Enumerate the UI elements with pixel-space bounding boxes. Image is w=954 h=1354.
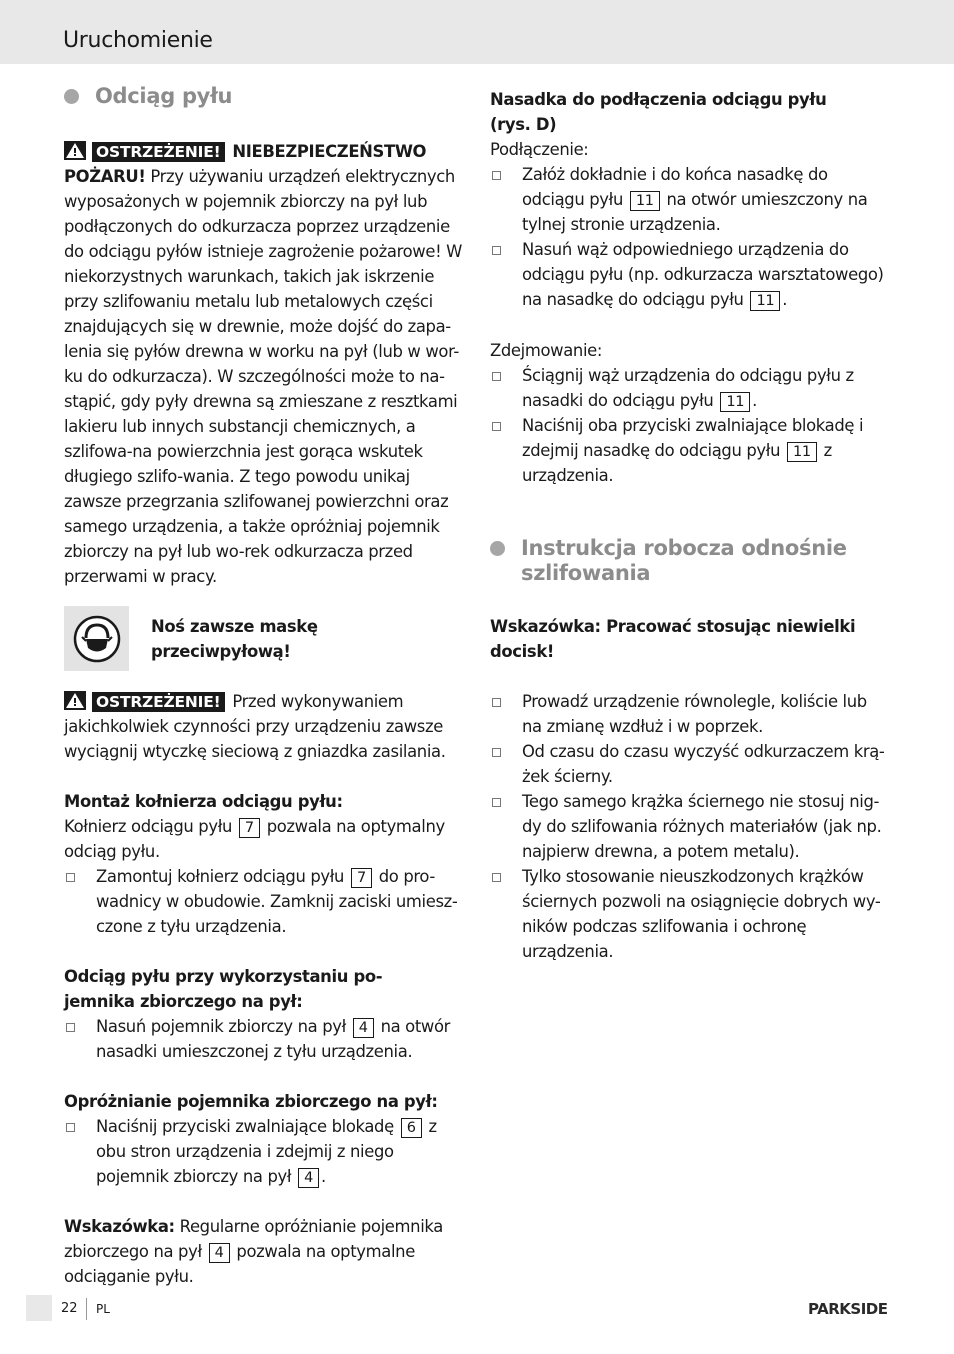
list-item: [64, 864, 464, 939]
step-text: Nasuń pojemnik zbiorczy na pył: [96, 1017, 346, 1036]
section-bullet-icon: [490, 541, 505, 556]
note-text: Regularne opróżnianie pojemnika zbiorczego na pył: [64, 1217, 443, 1261]
collar-intro: [64, 814, 464, 864]
note: [64, 1214, 464, 1289]
mask-notice: [64, 606, 464, 671]
step-text-b: na otwór nasadki umieszczonej z tyłu urządzenia.: [96, 1017, 451, 1061]
step-text: Ściągnij wąż urządzenia do odciągu pyłu z nasadki do odciągu pyłu: [522, 366, 854, 410]
step-text: Naciśnij oba przyciski zwalniające blokadę i zdejmij nasadkę do odciągu pyłu: [522, 416, 864, 460]
part-ref: 4: [353, 1018, 374, 1038]
section-heading-dust-extraction: [64, 84, 464, 109]
sanding-steps: [490, 689, 890, 964]
list-item: Tego samego krążka ściernego nie stosuj nig-dy do szlifowania różnych materiałów (jak np. najpierw drewna, a potem metalu).: [490, 789, 890, 864]
remove-label: Zdejmowanie:: [490, 341, 603, 360]
step-text: Załóż dokładnie i do końca nasadkę do odciągu pyłu: [522, 165, 828, 209]
section-title: Instrukcja robocza odnośnie szlifowania: [521, 536, 847, 585]
fire-warning: [64, 139, 464, 589]
section-heading-sanding: [490, 536, 890, 586]
collar-steps: [64, 864, 464, 939]
page-title: Uruchomienie: [63, 28, 213, 53]
list-item: [64, 1114, 464, 1189]
step-text-b: do pro-wadnicy w obudowie. Zamknij zaciski umiesz-czone z tyłu urządzenia.: [96, 867, 458, 936]
fire-warning-lead-b: POŻARU!: [64, 167, 146, 186]
list-item: Prowadź urządzenie równolegle, koliście lub na zmianę wzdłuż i w poprzek.: [490, 689, 890, 739]
brand-logo: PARKSIDE: [808, 1300, 888, 1318]
plug-warning-text: Przed wykonywaniem jakichkolwiek czynności przy urządzeniu zawsze wyciągnij wtyczkę sieciową z gniazdka zasilania.: [64, 692, 446, 761]
warning-triangle-icon: [64, 691, 86, 710]
warning-triangle-icon: [64, 141, 86, 160]
part-ref: 11: [750, 291, 780, 311]
fire-warning-lead-a: NIEBEZPIECZEŃSTWO: [232, 142, 427, 161]
container-steps: [64, 1014, 464, 1064]
step-text: Zamontuj kołnierz odciągu pyłu: [96, 867, 345, 886]
footer-divider: [86, 1298, 87, 1320]
step-text-b: na otwór umieszczony na tylnej stronie urządzenia.: [522, 190, 868, 234]
left-column: [64, 84, 464, 1289]
page-number: 22: [61, 1301, 78, 1316]
list-item: Od czasu do czasu wyczyść odkurzaczem krą-żek ścierny.: [490, 739, 890, 789]
warning-label: OSTRZEŻENIE!: [92, 142, 225, 162]
part-ref: 6: [401, 1118, 422, 1138]
footer-tab: [26, 1295, 52, 1321]
step-text: Naciśnij przyciski zwalniające blokadę: [96, 1117, 394, 1136]
step-text-b: .: [782, 290, 788, 309]
step-text-b: z obu stron urządzenia i zdejmij z niego pojemnik zbiorczy na pył: [96, 1117, 437, 1186]
step-text-b: .: [752, 391, 757, 410]
note-text-b: pozwala na optymalne odciąganie pyłu.: [64, 1242, 415, 1286]
connect-steps: [490, 162, 890, 312]
emptying-heading: Opróżnianie pojemnika zbiorczego na pył:: [64, 1092, 438, 1111]
collar-heading: Montaż kołnierza odciągu pyłu:: [64, 792, 343, 811]
mask-note-line-2: przeciwpyłową!: [151, 641, 291, 661]
step-text: Nasuń wąż odpowiedniego urządzenia do odciągu pyłu (np. odkurzacza warsztatowego) na nasadkę do odciągu pyłu: [522, 240, 884, 309]
part-ref: 11: [787, 442, 817, 462]
section-title: Odciąg pyłu: [95, 84, 233, 108]
part-ref: 4: [209, 1243, 230, 1263]
container-heading-2: jemnika zbiorczego na pył:: [64, 992, 303, 1011]
warning-label: OSTRZEŻENIE!: [92, 692, 225, 712]
part-ref: 7: [239, 818, 260, 838]
part-ref: 11: [630, 191, 660, 211]
container-heading-1: Odciąg pyłu przy wykorzystaniu po-: [64, 967, 383, 986]
dust-mask-icon: [64, 606, 129, 671]
list-item: Tylko stosowanie nieuszkodzonych krążków ściernych pozwoli na osiągnięcie dobrych wy-ników podczas szlifowania i ochronę urządzenia.: [490, 864, 890, 964]
note-label: Wskazówka:: [64, 1217, 175, 1236]
part-ref: 11: [720, 392, 750, 412]
plug-warning: [64, 689, 464, 764]
tip-heading: Wskazówka: Pracować stosując niewielki docisk!: [490, 617, 856, 661]
list-item: [490, 363, 890, 413]
section-bullet-icon: [64, 89, 79, 104]
fire-warning-text: Przy używaniu urządzeń elektrycznych wyposażonych w pojemnik zbiorczy na pył lub podłączonych do odkurzacza poprzez urządzenie do odciągu pyłów istnieje zagrożenie pożarowe! W niekorzystnych warunkach, takich jak iskrzenie przy szlifowaniu metalu lub metalowych części znajdujących się w drewnie, może dojść do zapa-lenia się pyłów drewna w worku na pył (lub w wor-ku do odkurzacza). W szczególności może to na-stąpić, gdy pyły drewna są zmieszane z resztkami lakieru lub innych substancji chemicznych, a szlifowa-na powierzchnia jest gorąca wskutek długiego szlifo-wania. Z tego powodu unikaj zawsze przegrzania szlifowanej powierzchni oraz samego urządzenia, a także opróżniaj pojemnik zbiorczy na pył lub wo-rek odkurzacza przed przerwami w pracy.: [64, 167, 463, 586]
step-text-b: z urządzenia.: [522, 441, 832, 485]
part-ref: 7: [351, 868, 372, 888]
collar-intro-text-b: pozwala na optymalny odciąg pyłu.: [64, 817, 445, 861]
step-text-c: .: [320, 1167, 326, 1186]
language-code: PL: [96, 1302, 110, 1316]
emptying-steps: [64, 1114, 464, 1189]
mask-note-line-1: Noś zawsze maskę: [151, 616, 318, 636]
right-column: [490, 87, 890, 964]
adapter-heading-2: (rys. D): [490, 115, 557, 134]
list-item: [64, 1014, 464, 1064]
remove-steps: [490, 363, 890, 488]
adapter-heading-1: Nasadka do podłączenia odciągu pyłu: [490, 90, 827, 109]
list-item: [490, 413, 890, 488]
collar-intro-text: Kołnierz odciągu pyłu: [64, 817, 233, 836]
list-item: [490, 162, 890, 237]
list-item: [490, 237, 890, 312]
part-ref: 4: [298, 1168, 319, 1188]
connect-label: Podłączenie:: [490, 140, 589, 159]
